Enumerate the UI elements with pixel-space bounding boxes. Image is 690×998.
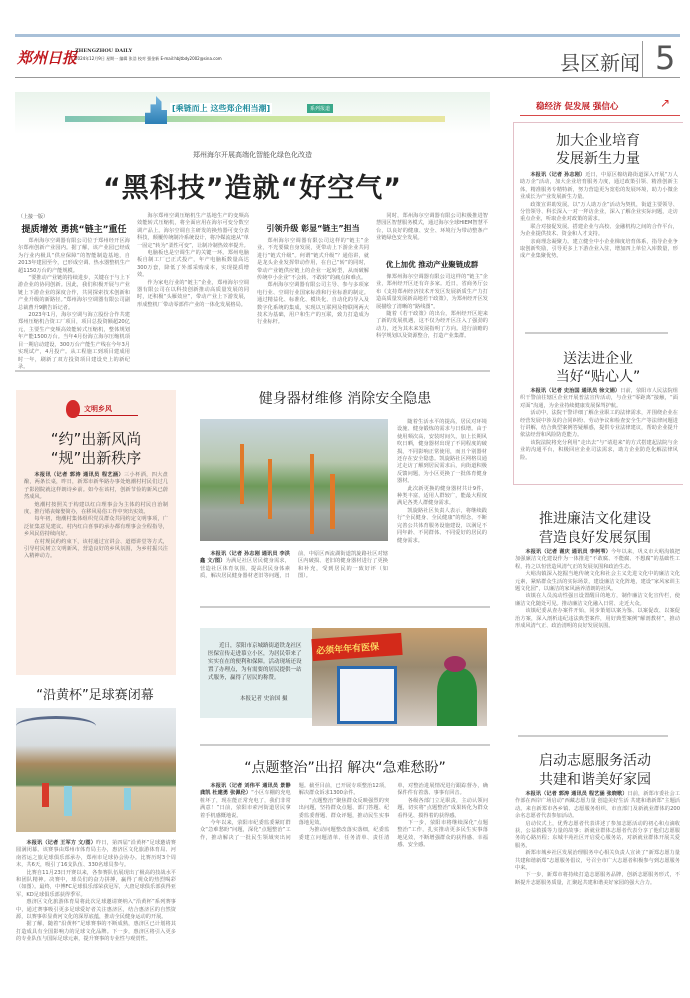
- paragraph: 电脑板也是空调生产的关键一环。郑州电脑板自制工厂已正式投产，年产电脑板数量高达300万套，降低了外部采购成本，实现提质增效。: [137, 250, 249, 279]
- a2-title-1: 送法进企业: [563, 351, 633, 367]
- paragraph: 海尔郑州空调压缩机生产基地生产的变频高效能转式压缩机，将全面应用在海尔可变分数空调产品上。海尔空调自主研发的换热器可变分表科技，颠覆传统制冷系统设计，将冷媒流速从“单一固定”转为“柔性可变”，让制冷制热效率提升。: [137, 213, 249, 249]
- lead-kicker: 郑州海尔开展高端化智能化绿色化改造: [193, 151, 312, 159]
- divider: [642, 41, 643, 77]
- byline: 本报讯（记者 史治国 通讯员 徐文娟）: [530, 388, 621, 394]
- paragraph: 今年以来，荥阳市纪委监委紧盯群众“急难愁盼”问题，深化“点题整治”工作，推动解决了一批民生领域突出问题。截至目前，已开展专项整治12项，解决群众诉求1300余件。: [200, 783, 390, 841]
- paragraph: 活动中，法院干警详细了解企业职工的法律需求，并围绕企业在经营发展中涉及的合同纠纷、劳动争议和检查安全生产等法律问题进行讲解，结合典型案例答疑解惑，提供专业法律建议，帮助企业提升依法经营和风险防范能力。: [520, 410, 678, 439]
- paragraph: 下一步，新郑市将持续打造志愿服务品牌，创新志愿服务形式，不断提升志愿服务质量，汇聚起共建和谐美好家园的强大合力。: [515, 872, 680, 886]
- a1-title-1: 加大企业培育: [556, 133, 640, 149]
- rising-arrow-icon: ↗: [660, 96, 671, 110]
- lead-body-4b: [376, 274, 488, 346]
- red-banner: [311, 633, 402, 661]
- paragraph: 亲商理念凝聚力。建立健全中小企业梯度培育体系，指导企业争取创新奖励，引导更多上下游企业入驻，增加四上单位入库数量，形成产业集聚优势。: [520, 238, 678, 260]
- paragraph: 惠济区文化旅游体育局将此次足球邀请赛纳入“沿黄杯”系列赛事中，通过赛事吸引更多足球爱好者关注惠济区，结合惠济区的自然资源，以赛事彰显黄河文化的深厚底蕴，推动全民健身运动的开展。: [16, 899, 176, 921]
- lead-subheading-3: 优上加优 推动产业聚链成群: [385, 260, 479, 269]
- byline: 本报讯（记者 孙志刚）: [530, 172, 586, 178]
- paragraph: 大峪沟镇深入挖掘当地传统文化和社会主义先进文化中的廉洁文化元素，紧贴群众生活的实际场景，建设廉洁文化阵地，建设“家风家训主题文化园”，以廉洁的家风涵养清朗的社风。: [515, 571, 680, 593]
- paragraph: 为满足社区居民健身需求，营造社区体育氛围，提高居民身体素质，解决居民健身器材老旧等问题，日前，中原区西流湖街道凯旋路社区对辖区内破损、老旧的健身器材进行了更换和补充，受到居民的一致好评（如图）。: [200, 551, 388, 580]
- paragraph: 每年初，炮潮村集体组织党员群众共同约定文明事项，广泛征集意见建议。村内红白喜事的承办都有理事会全程指导，乡风民俗持续向好。: [24, 516, 168, 538]
- medical-insurance-photo: [312, 628, 487, 726]
- civil-tag: 文明乡风: [84, 405, 112, 413]
- paragraph: 日前，荥阳市人民法院组织干警前往辖区企业开展普法宣传活动，与企业“零距离”接触，“面对面”沟通，为企业持续健康发展保驾护航。: [520, 388, 678, 409]
- paragraph: 据了解，随着“沿黄杯”足球赛事的不断成熟，惠济区已计划将其打造成具有全国影响力的足球文化品牌。下一步，惠济区将引入更多的专业队伍与国际足球元素，提升赛事的专业性与观赏性。: [16, 921, 176, 943]
- banner-title: [乘链而上 这些郑企相当潮]: [172, 104, 271, 113]
- lead-subheading-1: 提质增效 勇挑“链主”重任: [21, 225, 127, 235]
- a4-body: [515, 791, 680, 998]
- civil-title-2: “规”出新秩序: [50, 449, 142, 467]
- paragraph: 今年以来，巩义市大峪沟镇把加强廉洁文化建设作为一体推进“不敢腐、不能腐、不想腐”的基础性工程，持之以恒营造风清气正的发展氛围和政治生态。: [515, 549, 680, 570]
- info-board: [337, 666, 397, 724]
- player: [64, 786, 72, 816]
- paragraph: 新郑市城乡社区发展治理服务中心相关负责人宣读了“新郑志愿力量 共建和谐新郑”志愿服务倡议，号召全市广大志愿者积极参与到志愿服务中来。: [515, 850, 680, 872]
- paragraph: 该镇纪委从查办案件开始，同步策划以案为鉴、以案促改、以案促治方案，深入剖析违纪违法典型案件，用好典型案例“解剖教材”，推动形成风清气正、政治清明的良好发展氛围。: [515, 608, 680, 630]
- paragraph: 近日，中原区棉纺路街道深入开展“万人助万企”活动，加大企业培育服务力度，通过政策引领、精准创新主体，精准服务专精特新，努力营造更为宽松的发展环境，助力小微企业成长为产业发展新生力量。: [520, 172, 678, 201]
- paragraph: “点题整治”聚焦群众反映强烈的突出问题，坚持群众点题、部门答题、纪委监委督题、群众评题，推动民生实事落地见效。: [298, 797, 390, 827]
- fitness-side-text: [397, 419, 487, 589]
- fitness-headline: 健身器材维修 消除安全隐患: [258, 391, 432, 407]
- lead-column-2: [137, 213, 249, 348]
- a3-body: [515, 549, 680, 709]
- byline: 本报讯（记者 孙志刚 通讯员 李洪鑫 文/图）: [200, 551, 290, 565]
- paragraph: 三小杯酒，四大盘酿，两条长桌，昨日，新郑市新华路办事处炮潮村村民们过几子影剧院就这样朗诗乡前。如今在该村，创新节俭的新风已蔚然成风。: [24, 472, 168, 501]
- byline: 本报讯（记者 郭涛 通讯员 程艺涵）: [34, 472, 125, 478]
- fitness-lead-text: [200, 551, 388, 591]
- paragraph: 郑州海尔空调器有限公司这样的“链主”企业，不光要做自身发展，更带动上下游企业共同进行“链式升级”。何谓“链式升级”？通俗讲，就是龙头企业发挥带动作用，在自己“转”的同时，带动产业链供应链上的企业一起转型，从而破解传统中小企业“不会转、不敢转”的痛点和难点。: [257, 238, 369, 282]
- paragraph: 郑州海尔空调器有限公司位于郑州经开区海尔郑州创新产业园内。据了解，该产业园已经成为行业内极具“供应保障”的智能制造基地，自2013年建园至今，已形成空调、热水器整机生产超1150万台的产能规模。: [18, 238, 130, 274]
- paragraph: 此次新更换的健身器材共计9件，种类丰富，适用人群较广，能最大程度满足各类人群健身需求。: [397, 485, 487, 507]
- lead-headline: “黑科技”造就“好空气”: [103, 173, 402, 204]
- divider: [200, 606, 490, 608]
- paragraph: “要推动产业链的持续进步，关键在于与上下游企业的协同创新。因此，我们积极开展与产业链上下游企业的深度合作，共同探索技术创新和产业升级的新路径。”郑州海尔空调器有限公司副总裁曹升9鹏告诉记者。: [18, 275, 130, 311]
- byline: 本报讯（记者 谢庆 通讯员 李柯苇）: [525, 549, 611, 555]
- governance-headline: “点题整治”出招 解决“急难愁盼”: [244, 760, 446, 776]
- continued-label: （上接一版）: [18, 214, 49, 220]
- football-photo: [16, 708, 176, 832]
- divider: [518, 735, 668, 737]
- divider: [15, 370, 490, 372]
- equipment-post: [330, 474, 335, 529]
- photo-caption: [208, 642, 304, 682]
- a2-title-2: 当好“贴心人”: [555, 369, 641, 385]
- stadium-roof: [16, 716, 96, 736]
- paragraph: 该镇在人员流动性强且设置醒目的地方，制作廉洁文化宣传栏，使廉洁文化随处可见。推动廉洁文化融入日常、走近大众。: [515, 593, 680, 607]
- a4-title-1: 启动志愿服务活动: [539, 753, 651, 769]
- banner-tag: 系列报道: [307, 104, 333, 113]
- section-title: 县区新闻: [560, 51, 640, 75]
- lead-body-3: [257, 238, 369, 343]
- paragraph: 作为家电行业的“链主”企业，郑州海尔空调器有限公司在以科技创新推动高质量发展的同时，还积极“头雁效应”，带动产业上下游发展，形成整机厂带动零部件产业的一体化发展格局。: [137, 279, 249, 308]
- a3-title-2: 营造良好发展氛围: [539, 530, 651, 546]
- paragraph: 为推动问题整改落实落细，纪委监委建立问题清单、任务清单、责任清单，对整治进展情况进行跟踪督办，确保件件有着落、事事有回音。: [298, 783, 488, 841]
- divider: [525, 332, 668, 334]
- lead-column-1: [18, 213, 130, 370]
- paragraph: 郑州海尔空调器有限公司主导、参与多项家电行业、空调行业国家标准和行业标准的制定。通过精益化、标准化、模块化、自动化的导入及数字化系统的集成，实现以互联网及物联网两大技术为基础，用户和生产的互联，致力打造成为行业标杆。: [257, 282, 369, 326]
- byline: 本报讯（记者 王军方 文/图）: [26, 840, 97, 846]
- player: [124, 788, 131, 810]
- paragraph: “小区车棚的充电桩坏了，现在能正常充电了，我们非常满意！”日前，荥阳市索河街道居民拿着手机感慨地说。: [200, 790, 291, 819]
- paragraph: 随着《若干政策》的出台，郑州经开区迎来了新的发展机遇，这不仅为经开区注入了强劲的动力，还为其未来发展指明了方向。进行前瞻的科学规划以及资源整合，打造产业集群。: [376, 311, 488, 340]
- lead-column-4: [376, 213, 488, 348]
- paragraph: 像郑州海尔空调器有限公司这样的“链主”企业，郑州经开区还有许多家。近日，省商务厅公布《支持郑州经济技术开发区发展新质生产力打造高质量发展新高地若干政策》，为郑州经开区发展描绘了清晰的“路线图”。: [376, 274, 488, 310]
- paragraph: 联合对接促发展。搭建企业与高校、金融机构之间的合作平台，为企业提供技术、资金和人才支持。: [520, 223, 678, 238]
- resident-figure: [437, 668, 477, 726]
- paragraph: 比赛自11月23日开赛以来，各参赛队伍展现出了极高的技战水平和团队精神。决赛中，球员们的奋力拼搏，赢得了观众的热烈喝彩（如图）。最终，中博FC足球俱乐部荣获冠军，大唐足球俱乐部获得亚军，KD足球俱乐部获得季军。: [16, 869, 176, 898]
- lead-body-4a: [376, 213, 488, 251]
- civil-tag-underline: [78, 415, 138, 416]
- equipment-post: [268, 459, 272, 519]
- byline: 本报讯（记者 刘伟平 通讯员 景静 龚凯 杜建勇 张佩伦）: [200, 783, 291, 797]
- paragraph: 启动仪式上，优秀志愿者代表讲述了参加志愿活动的初心和点滴收获，公益救援等力量的故事；新就业群体志愿者代表分享了他们志愿服务的心路历程；东城丰苑社区开启爱心服务站，对新就业群体开展关爱服务。: [515, 820, 680, 849]
- resident-hat: [444, 656, 466, 672]
- a1-body: [520, 172, 678, 317]
- equipment-post: [310, 454, 314, 534]
- a3-title-1: 推进廉洁文化建设: [539, 511, 651, 527]
- page-number: 5: [655, 39, 676, 77]
- a1-title-2: 发展新生力量: [556, 151, 640, 167]
- football-headline: “沿黄杯”足球赛闭幕: [36, 688, 154, 703]
- a4-title-2: 共建和谐美好家园: [539, 772, 651, 788]
- paragraph: 该院法院将充分利用“走出去”与“请进来”的方式搭建起法院与企业的沟通平台，积极回应企业司法需求，助力企业防范化解法律风险。: [520, 439, 678, 461]
- player: [42, 783, 49, 807]
- paragraph: 在村规民约约束下，该村通过宣讲会、道德讲堂等方式，引导村民树立文明新风，营造良好的乡风氛围，为乡村振兴注入精神动力。: [24, 538, 168, 560]
- newspaper-logo: 郑州日报: [17, 49, 78, 67]
- divider: [200, 744, 490, 746]
- football-body: [16, 840, 176, 980]
- governance-body: [200, 783, 488, 998]
- series-banner: [15, 92, 490, 134]
- paragraph: 政策宣讲助发展。以“万人助万企”活动为契机，街道主要领导、分管领导、科长深入一对一拜访企业，深入了解企业实际问题，走访重点企业，听取企业对政策的需求。: [520, 201, 678, 223]
- caption-text: 近日，荥阳市京城路街道铁龙社区医保宣传走进慕立小区，为居民带来了实实在在的便利和保障。活动现场还设置了办理点，为有需要的居民提供一站式服务，赢得了居民的称赞。: [208, 643, 302, 681]
- paragraph: 凯旋路社区负责人表示，将继续践行“全民健身、全民健康”的理念，不断完善公共体育服务设施建设，以满足不同年龄、不同群体、不同爱好的居民的健身需求。: [397, 507, 487, 544]
- fitness-photo: [200, 419, 388, 541]
- photo-caption-box: [200, 628, 312, 718]
- byline: 本报讯（记者 郭涛 通讯员 程艺涵 张晓歌）: [525, 791, 628, 797]
- english-name: ZHENGZHOU DAILY: [75, 48, 133, 54]
- paragraph: 昨日，第四届“沿黄杯”足球邀请赛圆满闭幕。该赛事由郑州市体育局主办，惠济区文化旅游体育局、河南省运之旅足球俱乐部承办，郑州市足球协会协办。比赛历时3个周末，共6天，吸引了16支队伍、330名球员参与。: [16, 840, 176, 869]
- paragraph: 同时，郑州海尔空调器有限公司积极推进智慧园区智慧服务模式，通过海尔全球HIEM智慧平台，以良好的健康、安全、环境行为带动整条产业链绿色安全发展。: [376, 213, 488, 242]
- a2-body: [520, 388, 678, 478]
- masthead: [15, 34, 680, 78]
- civil-box: [16, 390, 176, 675]
- banner-text: 必须年年有医保: [315, 642, 380, 657]
- paragraph: 随着生活水平的提高，居民对环境设施、健身锻炼的需求与日俱增。由于使用频次高，安装时间久，加上长期风吹日晒，健身器材出现了不同程度的破损，不同影响正常使用，而且个别器材还存在安全隐患。凯旋路社区网格员通过走访了解到居民需求后，向街道积极反馈问题，为小区更换了一批体育健身器材。: [397, 419, 487, 485]
- paragraph: 2023年1月，海尔空调与海立股份合作共建郑州压缩机合资工厂项目，项目总投资额超20亿元，主要生产变频高效能转式压缩机，整体规划年产能1500万台。当年4月份海立海尔压缩机项目一期启动建设，300万台产能生产线在今年3月实现试产，4月投产。从工程施工到项目建成用时一年，刷新了双方投资项目建设史上的新纪录。: [18, 312, 130, 370]
- lead-body-1: [18, 238, 130, 370]
- photo-credit: 本报记者 史治国 摄: [240, 696, 288, 702]
- civil-title-1: “约”出新风尚: [50, 430, 142, 448]
- issue-info: 2024年12月9日 星期一 编辑 张浩 校对 强金新 E-mail:hbjtbdy2002@sina.com: [75, 56, 222, 61]
- slogan: [520, 94, 680, 116]
- paragraph: 炮潮村按照关于构建以红白理事会为主体的村民自治制度，推行婚丧嫁娶简办，在移风易俗工作中突出实效。: [24, 501, 168, 516]
- slogan-text: 稳经济 促发展 强信心: [536, 102, 619, 112]
- city-skyline-icon: [145, 96, 167, 124]
- paragraph: 下一步，荥阳市将继续深化“点题整治”工作，扎实推动更多民生实事落地见效，不断增强群众的获得感、幸福感、安全感。: [397, 820, 488, 849]
- lead-column-3: [257, 213, 369, 348]
- banner-stripe: [65, 116, 445, 122]
- paragraph: 日前，新郑市委社会工作部在西岸广场启动“西藏志愿力量 创造美好生活 共建和谐新郑”主题活动。来自新郑市各乡镇、志愿服务组织、市直部门及新就业群体的200余名志愿者代表参加活动。: [515, 791, 680, 820]
- civil-body: [24, 472, 168, 670]
- equipment-post: [240, 444, 244, 504]
- paragraph: 各级各部门立足职责，主动认领问题，切实将“点题整治”成果转化为群众看得见、摸得着的获得感。: [397, 797, 488, 819]
- lead-subheading-2: 引领升级 彰显“链主”担当: [266, 224, 360, 233]
